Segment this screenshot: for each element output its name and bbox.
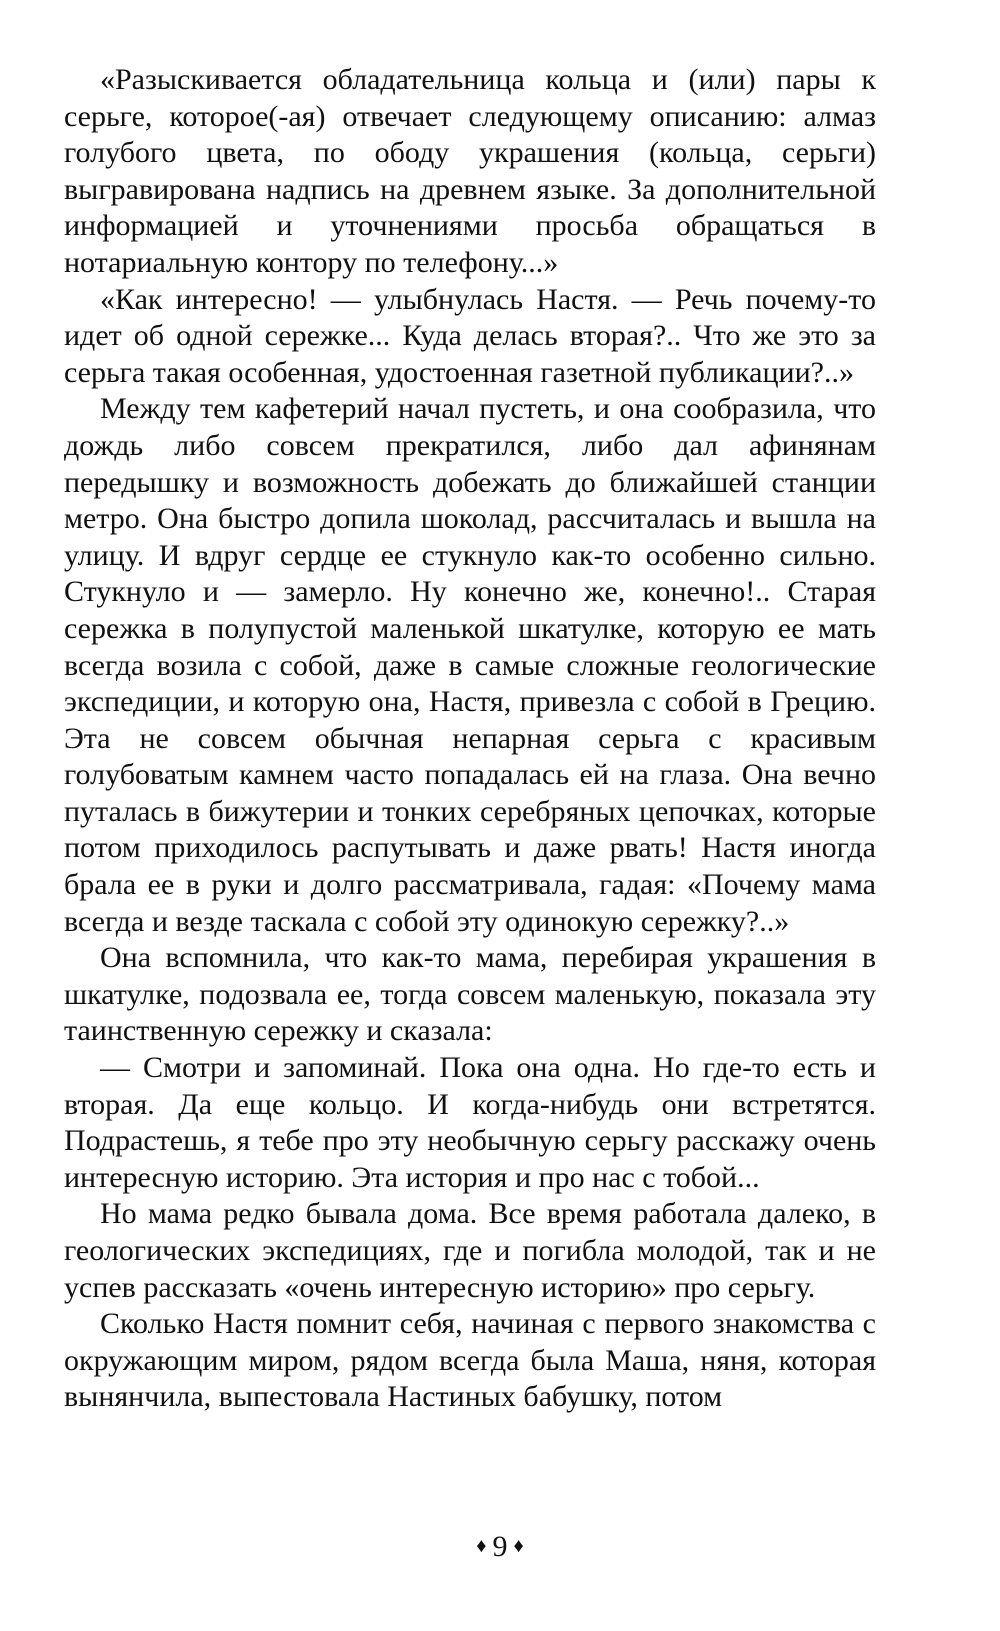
paragraph-mother-away: Но мама редко бывала дома. Все время работала далеко, в геологических экспедициях, где и погибла молодой, так и не успев рассказать «очень интересную историю» про серьгу. bbox=[64, 1197, 876, 1304]
paragraph-mother-quote: — Смотри и запоминай. Пока она одна. Но где-то есть и вторая. Да еще кольцо. И когда-нибудь они встретятся. Подрастешь, я тебе про эту необычную серьгу расскажу очень интересную историю. Эта история и про нас с тобой... bbox=[64, 1051, 876, 1194]
diamond-ornament-right-icon: ♦ bbox=[513, 1535, 524, 1557]
paragraph-memory: Она вспомнила, что как-то мама, перебирая украшения в шкатулке, подозвала ее, тогда совсем маленькую, показала эту таинственную сережку и сказала: bbox=[64, 941, 876, 1048]
page-footer bbox=[0, 1530, 1000, 1564]
paragraph-nastya-reaction: «Как интересно! — улыбнулась Настя. — Речь почему-то идет об одной сережке... Куда делась вторая?.. Что же это за серьга такая особенная, удостоенная газетной публикации?..» bbox=[64, 282, 876, 389]
diamond-ornament-left-icon: ♦ bbox=[476, 1535, 487, 1557]
page-body bbox=[64, 62, 876, 1416]
paragraph-cafeteria: Между тем кафетерий начал пустеть, и она сообразила, что дождь либо совсем прекратился, либо дал афинянам передышку и возможность добежать до ближайшей станции метро. Она быстро допила шоколад, рассчиталась и вышла на улицу. И вдруг сердце ее стукнуло как-то особенно сильно. Стукнуло и — замерло. Ну конечно же, конечно!.. Старая сережка в полупустой маленькой шкатулке, которую ее мать всегда возила с собой, даже в самые сложные геологические экспедиции, и которую она, Настя, привезла с собой в Грецию. Эта не совсем обычная непарная серьга с красивым голубоватым камнем часто попадалась ей на глаза. Она вечно путалась в бижутерии и тонких серебряных цепочках, которые потом приходилось распутывать и даже рвать! Настя иногда брала ее в руки и долго рассматривала, гадая: «Почему мама всегда и везде таскала с собой эту одинокую сережку?..» bbox=[64, 392, 876, 938]
paragraph-nanny: Сколько Настя помнит себя, начиная с первого знакомства с окружающим миром, рядом всегда была Маша, няня, которая вынянчила, выпестовала Настиных бабушку, потом bbox=[64, 1307, 876, 1414]
page-number: 9 bbox=[492, 1530, 508, 1563]
paragraph-announcement: «Разыскивается обладательница кольца и (или) пары к серьге, которое(-ая) отвечает следующему описанию: алмаз голубого цвета, по ободу украшения (кольца, серьги) выгравирована надпись на древнем языке. За дополнительной информацией и уточнениями просьба обращаться в нотариальную контору по телефону...» bbox=[64, 63, 876, 279]
